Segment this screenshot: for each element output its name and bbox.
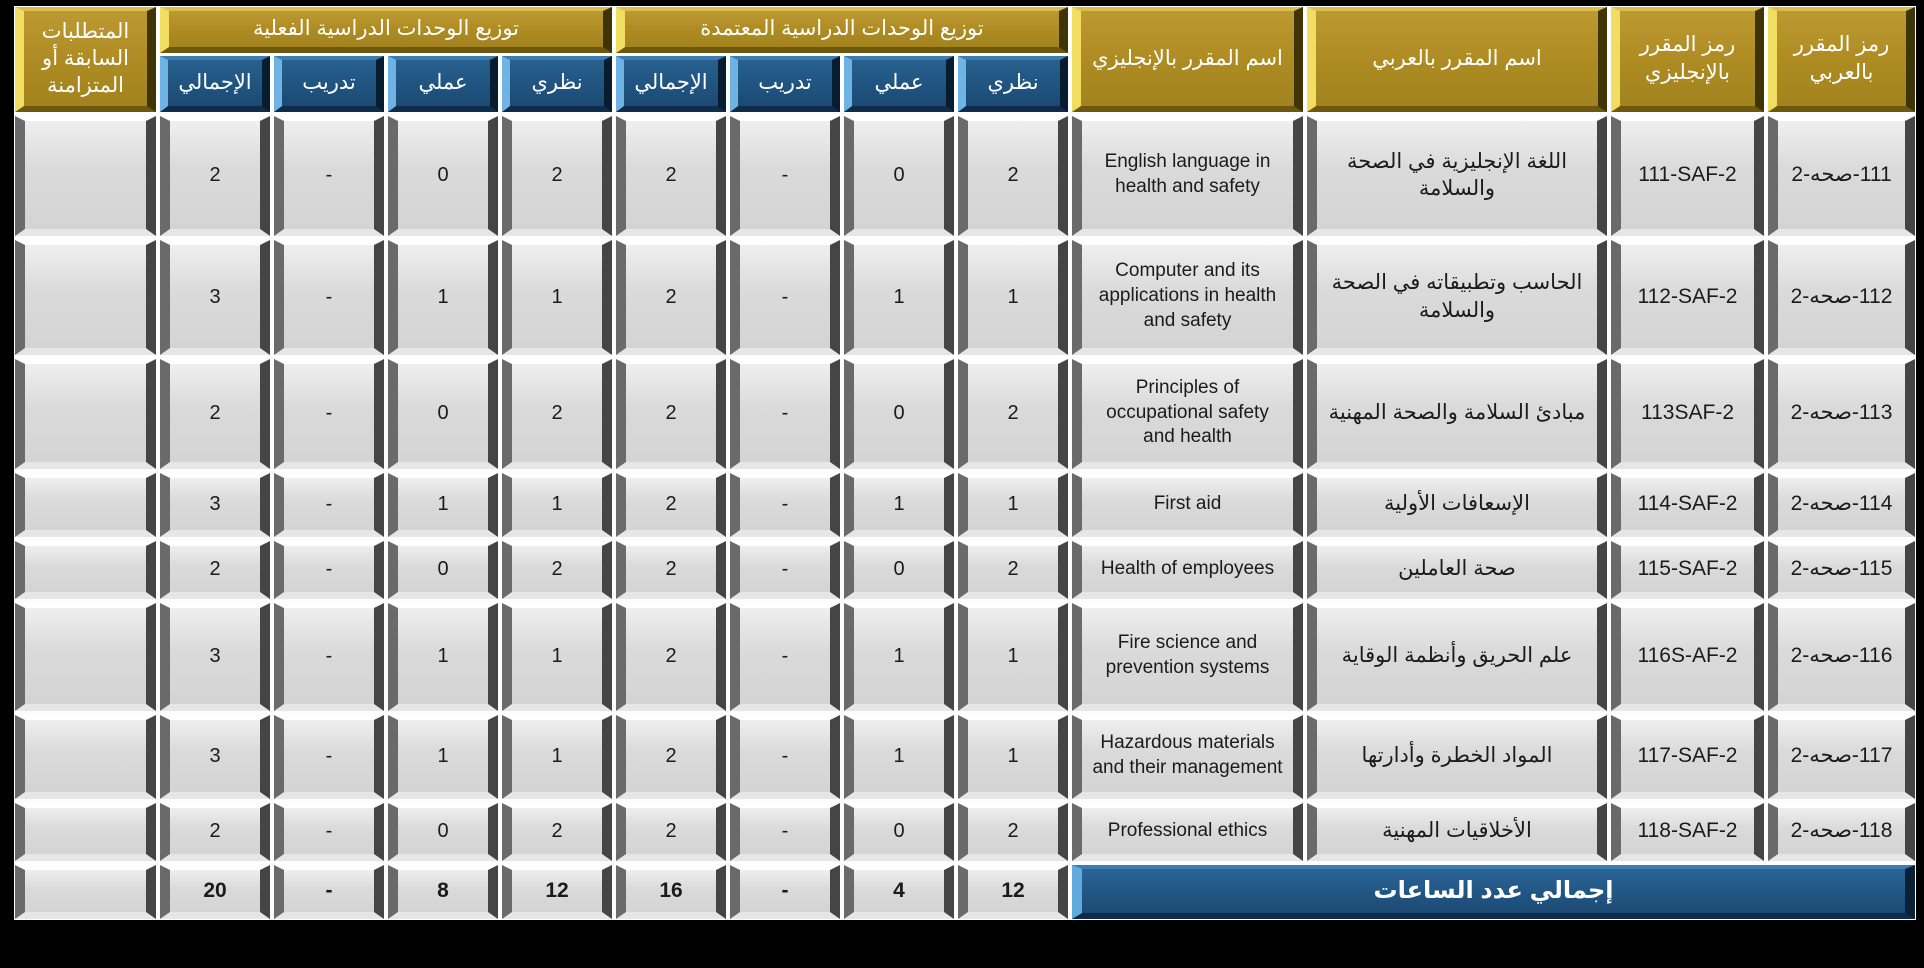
course-row: [15, 541, 1915, 599]
actual-theory: 1: [502, 240, 612, 355]
course-code-ar: 112-صحه-2: [1768, 240, 1915, 355]
course-name-en: English language in health and safety: [1072, 116, 1303, 236]
course-code-ar: 115-صحه-2: [1768, 541, 1915, 599]
header-approved-units-group: توزيع الوحدات الدراسية المعتمدة: [616, 7, 1068, 53]
totals-actual-total: 20: [160, 865, 270, 919]
actual-practical: 1: [388, 715, 498, 799]
subheader-approved-total: الإجمالي: [616, 56, 726, 112]
approved-theory: 1: [958, 715, 1068, 799]
course-code-ar: 111-صحه-2: [1768, 116, 1915, 236]
course-name-en: Professional ethics: [1072, 803, 1303, 861]
subheader-approved-practical: عملي: [844, 56, 954, 112]
prerequisites-cell: [15, 715, 156, 799]
actual-practical: 1: [388, 240, 498, 355]
course-row: [15, 116, 1915, 236]
header-course-name-english: اسم المقرر بالإنجليزي: [1072, 7, 1303, 112]
course-name-en: Hazardous materials and their management: [1072, 715, 1303, 799]
course-row: [15, 803, 1915, 861]
approved-training: -: [730, 541, 840, 599]
actual-practical: 0: [388, 359, 498, 469]
actual-practical: 1: [388, 603, 498, 711]
actual-practical: 1: [388, 473, 498, 537]
course-code-ar: 113-صحه-2: [1768, 359, 1915, 469]
approved-theory: 1: [958, 473, 1068, 537]
approved-total: 2: [616, 473, 726, 537]
course-code-en: 118-SAF-2: [1611, 803, 1764, 861]
actual-theory: 2: [502, 116, 612, 236]
course-row: [15, 473, 1915, 537]
actual-total: 2: [160, 803, 270, 861]
course-name-en: Principles of occupational safety and health: [1072, 359, 1303, 469]
approved-training: -: [730, 715, 840, 799]
actual-total: 3: [160, 715, 270, 799]
actual-total: 2: [160, 116, 270, 236]
course-name-ar: علم الحريق وأنظمة الوقاية: [1307, 603, 1607, 711]
approved-training: -: [730, 803, 840, 861]
approved-training: -: [730, 116, 840, 236]
approved-theory: 1: [958, 240, 1068, 355]
approved-theory: 2: [958, 541, 1068, 599]
prerequisites-cell: [15, 803, 156, 861]
subheader-approved-theory: نظري: [958, 56, 1068, 112]
course-name-ar: اللغة الإنجليزية في الصحة والسلامة: [1307, 116, 1607, 236]
approved-total: 2: [616, 603, 726, 711]
course-code-en: 113SAF-2: [1611, 359, 1764, 469]
course-name-ar: الإسعافات الأولية: [1307, 473, 1607, 537]
actual-training: -: [274, 116, 384, 236]
course-code-en: 111-SAF-2: [1611, 116, 1764, 236]
prerequisites-cell: [15, 603, 156, 711]
course-code-en: 116S-AF-2: [1611, 603, 1764, 711]
approved-total: 2: [616, 116, 726, 236]
course-row: [15, 359, 1915, 469]
course-name-en: Fire science and prevention systems: [1072, 603, 1303, 711]
totals-approved-training: -: [730, 865, 840, 919]
actual-practical: 0: [388, 116, 498, 236]
header-prerequisites: المتطلبات السابقة أو المتزامنة: [15, 7, 156, 112]
approved-theory: 2: [958, 116, 1068, 236]
actual-theory: 1: [502, 603, 612, 711]
course-code-en: 117-SAF-2: [1611, 715, 1764, 799]
course-name-ar: صحة العاملين: [1307, 541, 1607, 599]
totals-actual-practical: 8: [388, 865, 498, 919]
table-header: [15, 7, 1915, 112]
course-row: [15, 240, 1915, 355]
course-code-en: 115-SAF-2: [1611, 541, 1764, 599]
actual-practical: 0: [388, 541, 498, 599]
totals-prerequisites-cell: [15, 865, 156, 919]
course-plan-table: [14, 6, 1916, 920]
actual-training: -: [274, 473, 384, 537]
actual-training: -: [274, 359, 384, 469]
subheader-actual-training: تدريب: [274, 56, 384, 112]
approved-practical: 1: [844, 473, 954, 537]
approved-practical: 1: [844, 603, 954, 711]
prerequisites-cell: [15, 240, 156, 355]
subheader-actual-practical: عملي: [388, 56, 498, 112]
approved-practical: 0: [844, 803, 954, 861]
actual-training: -: [274, 803, 384, 861]
totals-row: [15, 865, 1915, 919]
course-row: [15, 715, 1915, 799]
actual-theory: 2: [502, 803, 612, 861]
header-actual-units-group: توزيع الوحدات الدراسية الفعلية: [160, 7, 612, 53]
actual-total: 3: [160, 240, 270, 355]
actual-total: 2: [160, 541, 270, 599]
course-name-en: Health of employees: [1072, 541, 1303, 599]
actual-training: -: [274, 715, 384, 799]
actual-total: 3: [160, 473, 270, 537]
prerequisites-cell: [15, 541, 156, 599]
approved-total: 2: [616, 359, 726, 469]
prerequisites-cell: [15, 473, 156, 537]
course-code-en: 112-SAF-2: [1611, 240, 1764, 355]
approved-theory: 2: [958, 359, 1068, 469]
actual-practical: 0: [388, 803, 498, 861]
approved-practical: 0: [844, 359, 954, 469]
actual-theory: 2: [502, 541, 612, 599]
header-course-code-english: رمز المقرر بالإنجليزي: [1611, 7, 1764, 112]
approved-total: 2: [616, 240, 726, 355]
course-code-ar: 117-صحه-2: [1768, 715, 1915, 799]
actual-theory: 2: [502, 359, 612, 469]
subheader-approved-training: تدريب: [730, 56, 840, 112]
subheader-actual-theory: نظري: [502, 56, 612, 112]
course-name-en: Computer and its applications in health and safety: [1072, 240, 1303, 355]
approved-total: 2: [616, 715, 726, 799]
approved-training: -: [730, 240, 840, 355]
course-name-ar: المواد الخطرة وأدارتها: [1307, 715, 1607, 799]
actual-training: -: [274, 603, 384, 711]
course-name-ar: الحاسب وتطبيقاته في الصحة والسلامة: [1307, 240, 1607, 355]
course-code-ar: 118-صحه-2: [1768, 803, 1915, 861]
actual-total: 3: [160, 603, 270, 711]
totals-approved-practical: 4: [844, 865, 954, 919]
approved-total: 2: [616, 541, 726, 599]
totals-actual-training: -: [274, 865, 384, 919]
prerequisites-cell: [15, 359, 156, 469]
course-code-ar: 114-صحه-2: [1768, 473, 1915, 537]
subheader-actual-total: الإجمالي: [160, 56, 270, 112]
course-name-ar: الأخلاقيات المهنية: [1307, 803, 1607, 861]
approved-theory: 1: [958, 603, 1068, 711]
approved-training: -: [730, 359, 840, 469]
header-course-code-arabic: رمز المقرر بالعربي: [1768, 7, 1915, 112]
approved-practical: 1: [844, 715, 954, 799]
course-name-en: First aid: [1072, 473, 1303, 537]
totals-actual-theory: 12: [502, 865, 612, 919]
totals-approved-theory: 12: [958, 865, 1068, 919]
approved-theory: 2: [958, 803, 1068, 861]
actual-training: -: [274, 240, 384, 355]
approved-training: -: [730, 473, 840, 537]
actual-theory: 1: [502, 473, 612, 537]
prerequisites-cell: [15, 116, 156, 236]
approved-practical: 0: [844, 541, 954, 599]
actual-theory: 1: [502, 715, 612, 799]
course-code-ar: 116-صحه-2: [1768, 603, 1915, 711]
actual-total: 2: [160, 359, 270, 469]
course-code-en: 114-SAF-2: [1611, 473, 1764, 537]
course-name-ar: مبادئ السلامة والصحة المهنية: [1307, 359, 1607, 469]
approved-total: 2: [616, 803, 726, 861]
approved-practical: 1: [844, 240, 954, 355]
totals-approved-total: 16: [616, 865, 726, 919]
course-row: [15, 603, 1915, 711]
totals-label-bar: إجمالي عدد الساعات: [1072, 865, 1915, 919]
header-course-name-arabic: اسم المقرر بالعربي: [1307, 7, 1607, 112]
actual-training: -: [274, 541, 384, 599]
approved-practical: 0: [844, 116, 954, 236]
approved-training: -: [730, 603, 840, 711]
